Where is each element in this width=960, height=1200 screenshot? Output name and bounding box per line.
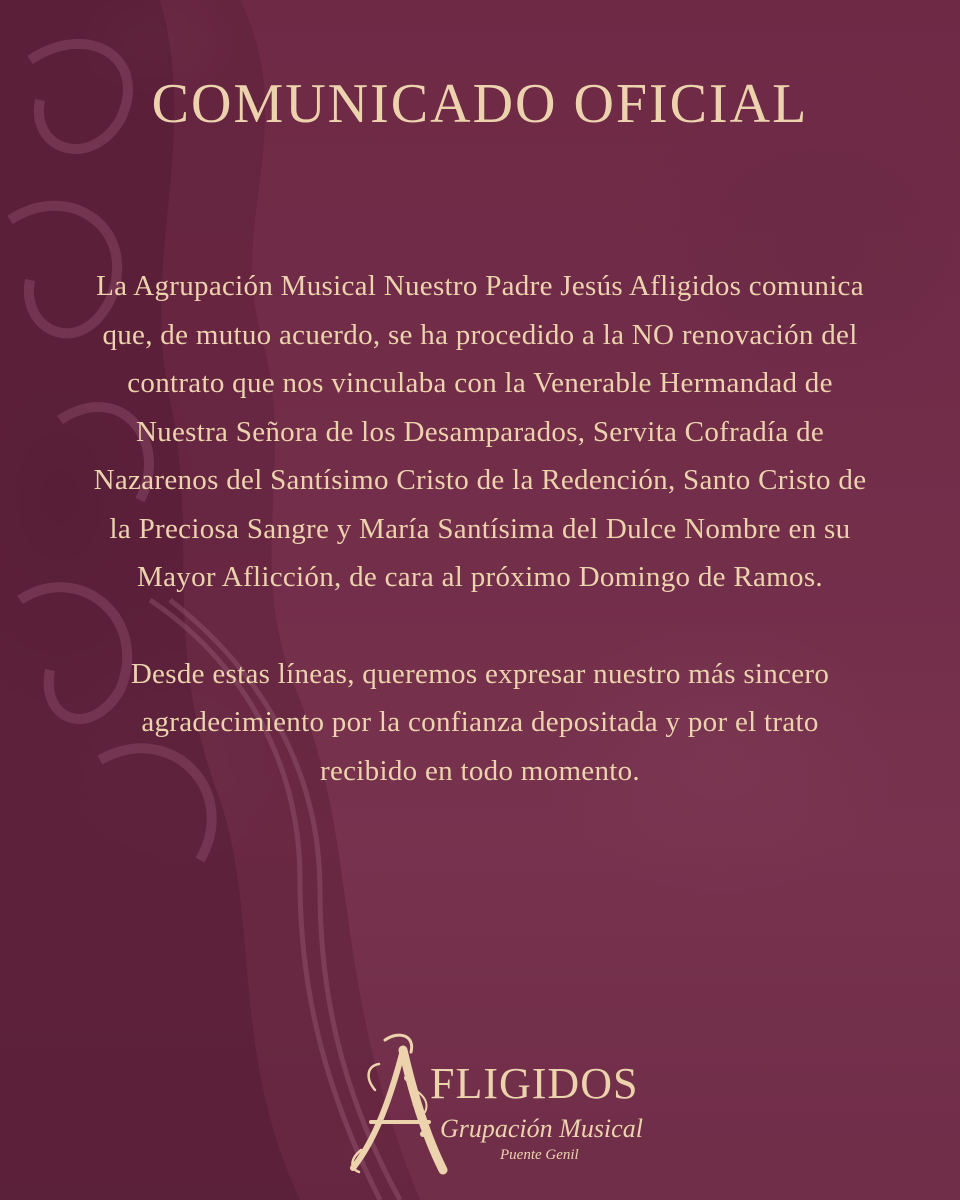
paragraph: Desde estas líneas, queremos expresar nuestro más sincero agradecimiento por la confianza depositada y por el trato recibido en todo momento.	[130, 657, 830, 787]
page-title: COMUNICADO OFICIAL	[151, 73, 809, 135]
logo-wordmark: FLIGIDOS	[430, 1059, 639, 1108]
announcement-body	[90, 262, 870, 795]
paragraph: La Agrupación Musical Nuestro Padre Jesús Afligidos comunica que, de mutuo acuerdo, se ha procedido a la NO renovación del contrato que nos vinculaba con la Venerable Hermandad de Nuestra Señora de los Desamparados, Servita Cofradía de Nazarenos del Santísimo Cristo de la Redención, Santo Cristo de la Preciosa Sangre y María Santísima del Dulce Nombre en su Mayor Aflicción, de cara al próximo Domingo de Ramos.	[93, 270, 867, 593]
logo-place: Puente Genil	[500, 1147, 579, 1163]
logo-subtitle: Grupación Musical	[440, 1114, 643, 1143]
afligidos-logo	[0, 1030, 960, 1180]
